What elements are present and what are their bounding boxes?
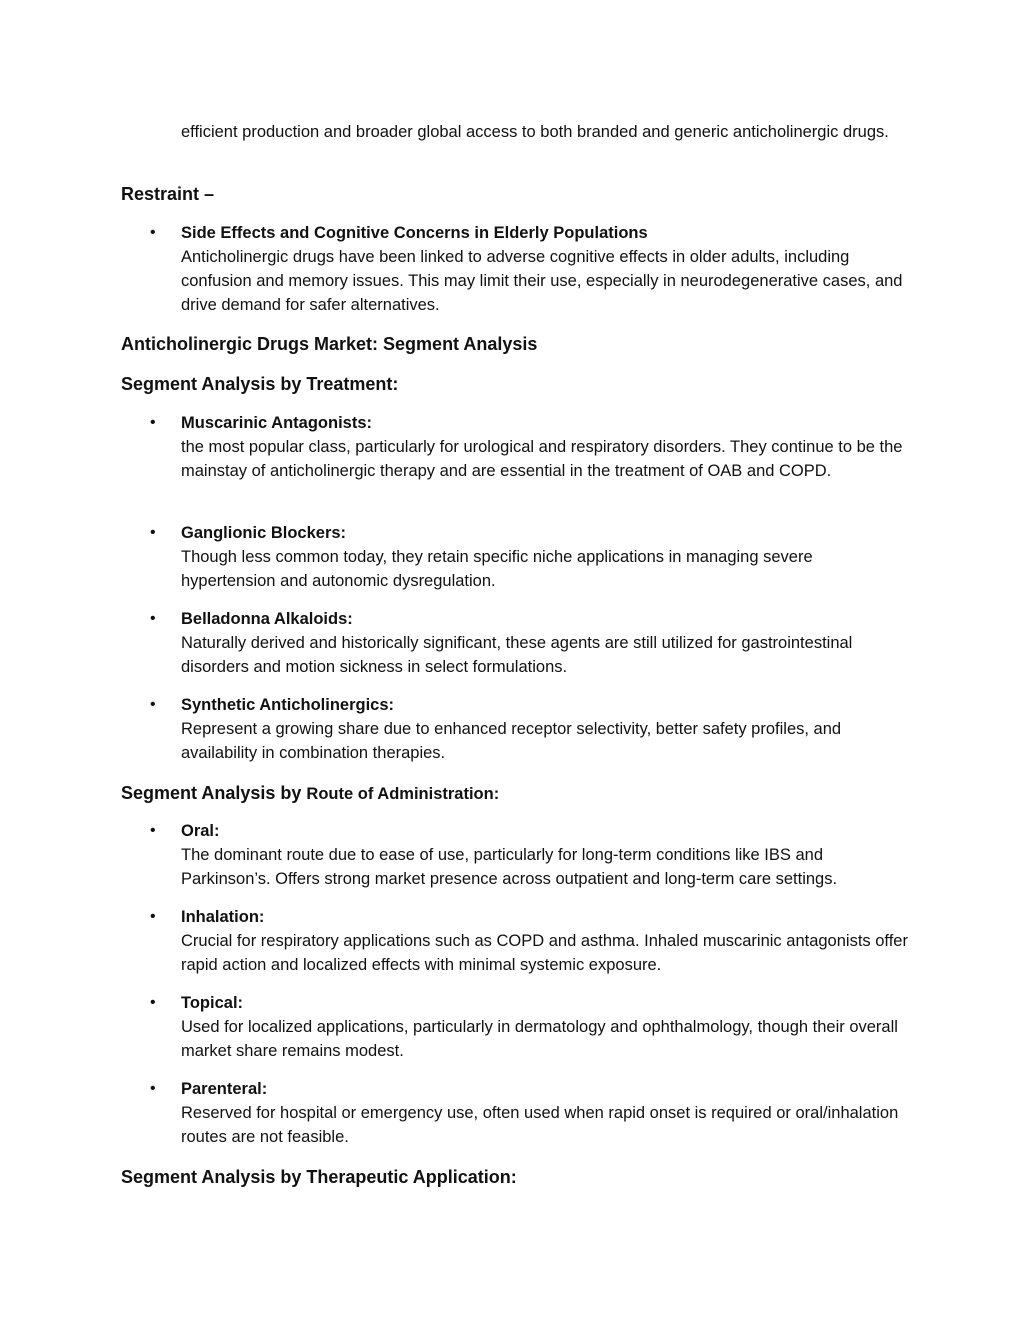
bullet: • xyxy=(150,908,156,925)
list-item xyxy=(150,607,911,679)
bullet: • xyxy=(150,822,156,839)
item-description: Anticholinergic drugs have been linked to adverse cognitive effects in older adults, including confusion and memory issues. This may limit their use, especially in neurodegenerative cases, and drive demand for safer alternatives. xyxy=(181,248,903,314)
item-title: Side Effects and Cognitive Concerns in Elderly Populations xyxy=(181,224,648,242)
item-description: Crucial for respiratory applications such as COPD and asthma. Inhaled muscarinic antagonists offer rapid action and localized effects with minimal systemic exposure. xyxy=(181,932,908,974)
route-heading xyxy=(121,781,499,806)
segment-analysis-heading: Anticholinergic Drugs Market: Segment Analysis xyxy=(121,334,538,354)
item-title: Muscarinic Antagonists: xyxy=(181,414,372,432)
list-item xyxy=(150,1077,911,1149)
bullet: • xyxy=(150,224,156,241)
bullet: • xyxy=(150,994,156,1011)
route-heading-rest: Route of Administration: xyxy=(306,785,500,803)
list-item xyxy=(150,221,911,317)
item-description: Naturally derived and historically significant, these agents are still utilized for gastrointestinal disorders and motion sickness in select formulations. xyxy=(181,634,853,676)
bullet: • xyxy=(150,696,156,713)
bullet: • xyxy=(150,610,156,627)
item-title: Belladonna Alkaloids: xyxy=(181,610,353,628)
item-title: Synthetic Anticholinergics: xyxy=(181,696,395,714)
list-item xyxy=(150,411,911,483)
item-description: the most popular class, particularly for urological and respiratory disorders. They continue to be the mainstay of anticholinergic therapy and are essential in the treatment of OAB and COPD. xyxy=(181,438,903,480)
item-description: Used for localized applications, particularly in dermatology and ophthalmology, though their overall market share remains modest. xyxy=(181,1018,898,1060)
restraint-heading: Restraint – xyxy=(121,184,215,204)
item-title: Topical: xyxy=(181,994,244,1012)
therapeutic-heading: Segment Analysis by Therapeutic Application: xyxy=(121,1167,517,1187)
continuation-paragraph: efficient production and broader global access to both branded and generic anticholinergic drugs. xyxy=(181,123,889,141)
bullet: • xyxy=(150,1080,156,1097)
item-title: Inhalation: xyxy=(181,908,265,926)
list-item xyxy=(150,991,911,1063)
bullet: • xyxy=(150,524,156,541)
list-item xyxy=(150,521,911,593)
list-item xyxy=(150,693,911,765)
treatment-heading: Segment Analysis by Treatment: xyxy=(121,374,399,394)
list-item xyxy=(150,905,911,977)
item-title: Ganglionic Blockers: xyxy=(181,524,347,542)
item-description: Reserved for hospital or emergency use, often used when rapid onset is required or oral/inhalation routes are not feasible. xyxy=(181,1104,899,1146)
item-description: The dominant route due to ease of use, particularly for long-term conditions like IBS and Parkinson’s. Offers strong market presence across outpatient and long-term care settings. xyxy=(181,846,838,888)
route-heading-main: Segment Analysis by xyxy=(121,783,307,803)
list-item xyxy=(150,819,911,891)
item-description: Represent a growing share due to enhanced receptor selectivity, better safety profiles, and availability in combination therapies. xyxy=(181,720,842,762)
item-description: Though less common today, they retain specific niche applications in managing severe hypertension and autonomic dysregulation. xyxy=(181,548,813,590)
bullet: • xyxy=(150,414,156,431)
item-title: Oral: xyxy=(181,822,220,840)
item-title: Parenteral: xyxy=(181,1080,268,1098)
